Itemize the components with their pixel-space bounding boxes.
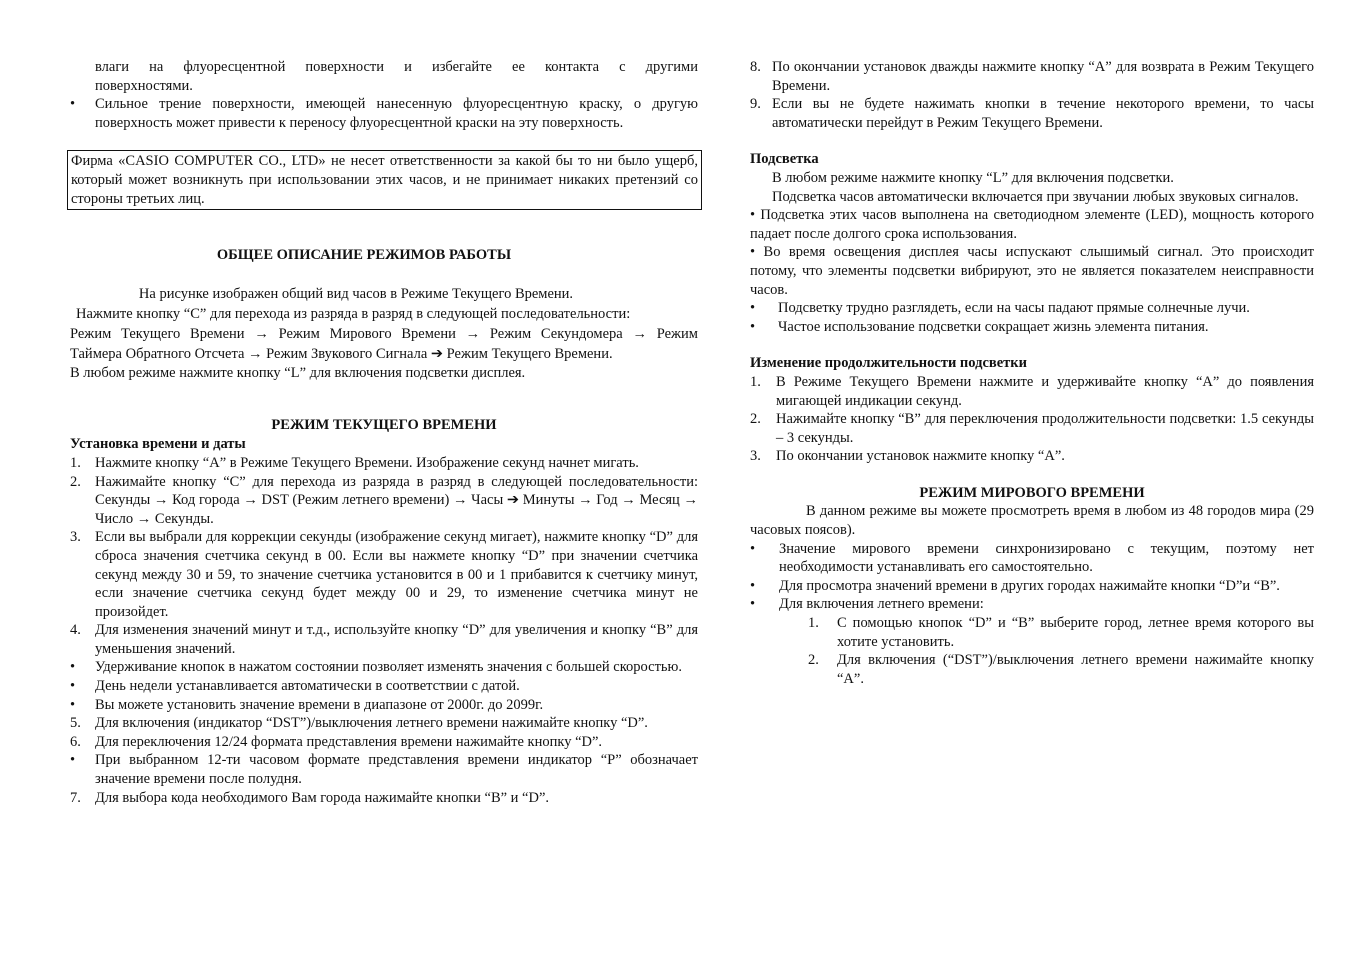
list-item-text: Для переключения 12/24 формата представления времени нажимайте кнопку “D”. — [95, 733, 603, 750]
list-item-text: Подсветку трудно разглядеть, если на часы падают прямые солнечные лучи. — [778, 300, 1250, 317]
bullet-marker: • — [70, 659, 76, 676]
bullet-marker: • — [750, 596, 756, 613]
list-item-text: Для включения (“DST”)/выключения летнего времени нажимайте кнопку “A”. — [837, 652, 1314, 687]
backlight-sound-note: • Во время освещения дисплея часы испускают слышимый сигнал. Это происходит потому, что элементы подсветки вибрируют, это не является показателем неисправности часов. — [750, 244, 1314, 298]
list-item-text: Для включения летнего времени: — [779, 596, 984, 613]
backlight-paragraph-2: Подсветка часов автоматически включается при звучании любых звуковых сигналов. — [772, 188, 1299, 205]
backlight-paragraph-1: В любом режиме нажмите кнопку “L” для включения подсветки. — [772, 169, 1174, 186]
list-item — [750, 595, 1314, 614]
step-number: 2. — [70, 473, 81, 490]
list-item — [70, 714, 698, 733]
continuation-line-2: поверхностями. — [95, 77, 193, 94]
list-item-text: Для просмотра значений времени в других городах нажимайте кнопки “D”и “B”. — [779, 577, 1280, 594]
list-item — [750, 58, 1314, 95]
left-column — [70, 58, 698, 807]
step-number: 1. — [750, 373, 761, 390]
list-item — [750, 447, 1314, 466]
modes-intro: На рисунке изображен общий вид часов в Режиме Текущего Времени. — [138, 285, 574, 302]
list-item-text: Нажимайте кнопку “B” для переключения продолжительности подсветки: 1.5 секунды – 3 секунды. — [776, 411, 1314, 446]
step-number: 6. — [70, 733, 81, 750]
backlight-subheading: Подсветка — [750, 151, 819, 168]
bullet-marker: • — [750, 300, 756, 317]
list-item-text: День недели устанавливается автоматически в соответствии с датой. — [95, 678, 520, 695]
setting-steps-continued — [750, 58, 1314, 132]
bullet-marker: • — [70, 696, 76, 713]
list-item — [750, 540, 1314, 577]
list-item-text: Нажимайте кнопку “C” для перехода из разряда в разряд в следующей последовательности: Секунды → Код города → DST (Режим летнего времени) → Часы ➔ Минуты → Год → Месяц → Число → Секунды. — [95, 473, 698, 527]
right-column — [750, 58, 1314, 688]
setting-subheading: Установка времени и даты — [70, 436, 246, 453]
list-item — [750, 410, 1314, 447]
list-item — [808, 651, 1314, 688]
list-item-text: Для изменения значений минут и т.д., используйте кнопку “D” для увеличения и кнопку “B” для уменьшения значений. — [95, 622, 698, 657]
duration-steps-list — [750, 373, 1314, 466]
step-number: 7. — [70, 789, 81, 806]
step-number: 1. — [808, 615, 819, 632]
list-item — [70, 733, 698, 752]
list-item — [70, 658, 698, 677]
list-item-text: По окончании установок нажмите кнопку “A”. — [776, 448, 1065, 465]
backlight-notes-list — [750, 299, 1314, 336]
bullet-marker: • — [750, 540, 756, 557]
list-item — [750, 299, 1314, 318]
step-number: 9. — [750, 96, 761, 113]
list-item — [750, 577, 1314, 596]
modes-sequence-intro: Нажмите кнопку “C” для перехода из разряда в разряд в следующей последовательности: — [76, 305, 631, 322]
duration-subheading: Изменение продолжительности подсветки — [750, 355, 1027, 372]
modes-heading: ОБЩЕЕ ОПИСАНИЕ РЕЖИМОВ РАБОТЫ — [216, 247, 512, 264]
world-time-heading: РЕЖИМ МИРОВОГО ВРЕМЕНИ — [919, 484, 1145, 501]
world-time-intro: В данном режиме вы можете просмотреть время в любом из 48 городов мира (29 часовых поясов). — [750, 503, 1314, 539]
disclaimer-box: Фирма «CASIO COMPUTER CO., LTD» не несет ответственности за какой бы то ни было ущерб, который может возникнуть при использовании этих часов, и не принимает никаких претензий со стороны третьих лиц. — [67, 150, 702, 210]
backlight-led-note: • Подсветка этих часов выполнена на светодиодном элементе (LED), мощность которого падает после долгого срока использования. — [750, 207, 1314, 242]
list-item — [70, 528, 698, 621]
continuation-line-1: влаги на флуоресцентной поверхности и избегайте ее контакта с другими — [95, 59, 698, 75]
list-item-text: Нажмите кнопку “A” в Режиме Текущего Времени. Изображение секунд начнет мигать. — [95, 454, 639, 471]
list-item — [70, 696, 698, 715]
modes-sequence-line-2: Таймера Обратного Отсчета → Режим Звукового Сигнала ➔ Режим Текущего Времени. — [70, 345, 613, 362]
bullet-marker: • — [70, 96, 76, 113]
list-item — [70, 473, 698, 529]
list-item — [70, 95, 698, 132]
list-item-text: По окончании установок дважды нажмите кнопку “A” для возврата в Режим Текущего Времени. — [772, 59, 1314, 94]
world-time-notes-list — [750, 540, 1314, 614]
list-item — [70, 789, 698, 808]
modes-backlight-note: В любом режиме нажмите кнопку “L” для включения подсветки дисплея. — [70, 364, 526, 381]
list-item — [70, 677, 698, 696]
step-number: 5. — [70, 715, 81, 732]
list-item — [750, 318, 1314, 337]
list-item — [808, 614, 1314, 651]
list-item — [750, 95, 1314, 132]
step-number: 4. — [70, 622, 81, 639]
bullet-marker: • — [70, 678, 76, 695]
list-item — [70, 621, 698, 658]
list-item-text: Значение мирового времени синхронизировано с текущим, поэтому нет необходимости устанавливать его самостоятельно. — [779, 540, 1314, 576]
step-number: 2. — [808, 652, 819, 669]
list-item-text: С помощью кнопок “D” и “B” выберите город, летнее время которого вы хотите установить. — [837, 615, 1314, 650]
list-item-text: Удерживание кнопок в нажатом состоянии позволяет изменять значения с большей скоростью. — [95, 659, 682, 676]
list-item-text: Если вы выбрали для коррекции секунды (изображение секунд мигает), нажмите кнопку “D” для сброса значения счетчика секунд в 00. Если вы нажмете кнопку “D” при значении счетчика секунд между 30 и 59, то значение счетчика установится в 00 и 1 прибавится к счетчику минут, если значение счетчика секунд будет между 00 и 29, то изменение счетчика минут не произойдет. — [95, 529, 698, 620]
bullet-marker: • — [70, 752, 76, 769]
step-number: 2. — [750, 411, 761, 428]
bullet-marker: • — [750, 318, 756, 335]
setting-steps-list — [70, 454, 698, 807]
bullet-marker: • — [750, 577, 756, 594]
step-number: 3. — [70, 529, 81, 546]
step-number: 3. — [750, 448, 761, 465]
step-number: 8. — [750, 59, 761, 75]
modes-sequence-line-1: Режим Текущего Времени → Режим Мирового Времени → Режим Секундомера → Режим — [70, 325, 698, 342]
list-item-text: В Режиме Текущего Времени нажмите и удерживайте кнопку “A” до появления мигающей индикации секунд. — [776, 373, 1314, 409]
step-number: 1. — [70, 454, 81, 471]
list-item-text: Для включения (индикатор “DST”)/выключения летнего времени нажимайте кнопку “D”. — [95, 715, 648, 732]
list-item-text: Вы можете установить значение времени в диапазоне от 2000г. до 2099г. — [95, 696, 544, 713]
list-item — [750, 373, 1314, 410]
list-item — [70, 454, 698, 473]
timekeeping-heading: РЕЖИМ ТЕКУЩЕГО ВРЕМЕНИ — [271, 416, 497, 433]
list-item — [70, 751, 698, 788]
dst-steps-list — [750, 614, 1314, 688]
list-item-text: Для выбора кода необходимого Вам города нажимайте кнопки “B” и “D”. — [95, 789, 550, 806]
list-item-text: При выбранном 12-ти часовом формате представления времени индикатор “P” обозначает значение времени после полудня. — [95, 752, 698, 788]
list-item-text: Частое использование подсветки сокращает жизнь элемента питания. — [778, 318, 1209, 335]
list-item-text: Если вы не будете нажимать кнопки в течение некоторого времени, то часы автоматически перейдут в Режим Текущего Времени. — [772, 96, 1314, 131]
friction-warning: Сильное трение поверхности, имеющей нанесенную флуоресцентную краску, о другую поверхность может привести к переносу флуоресцентной краски на эту поверхность. — [95, 96, 698, 131]
